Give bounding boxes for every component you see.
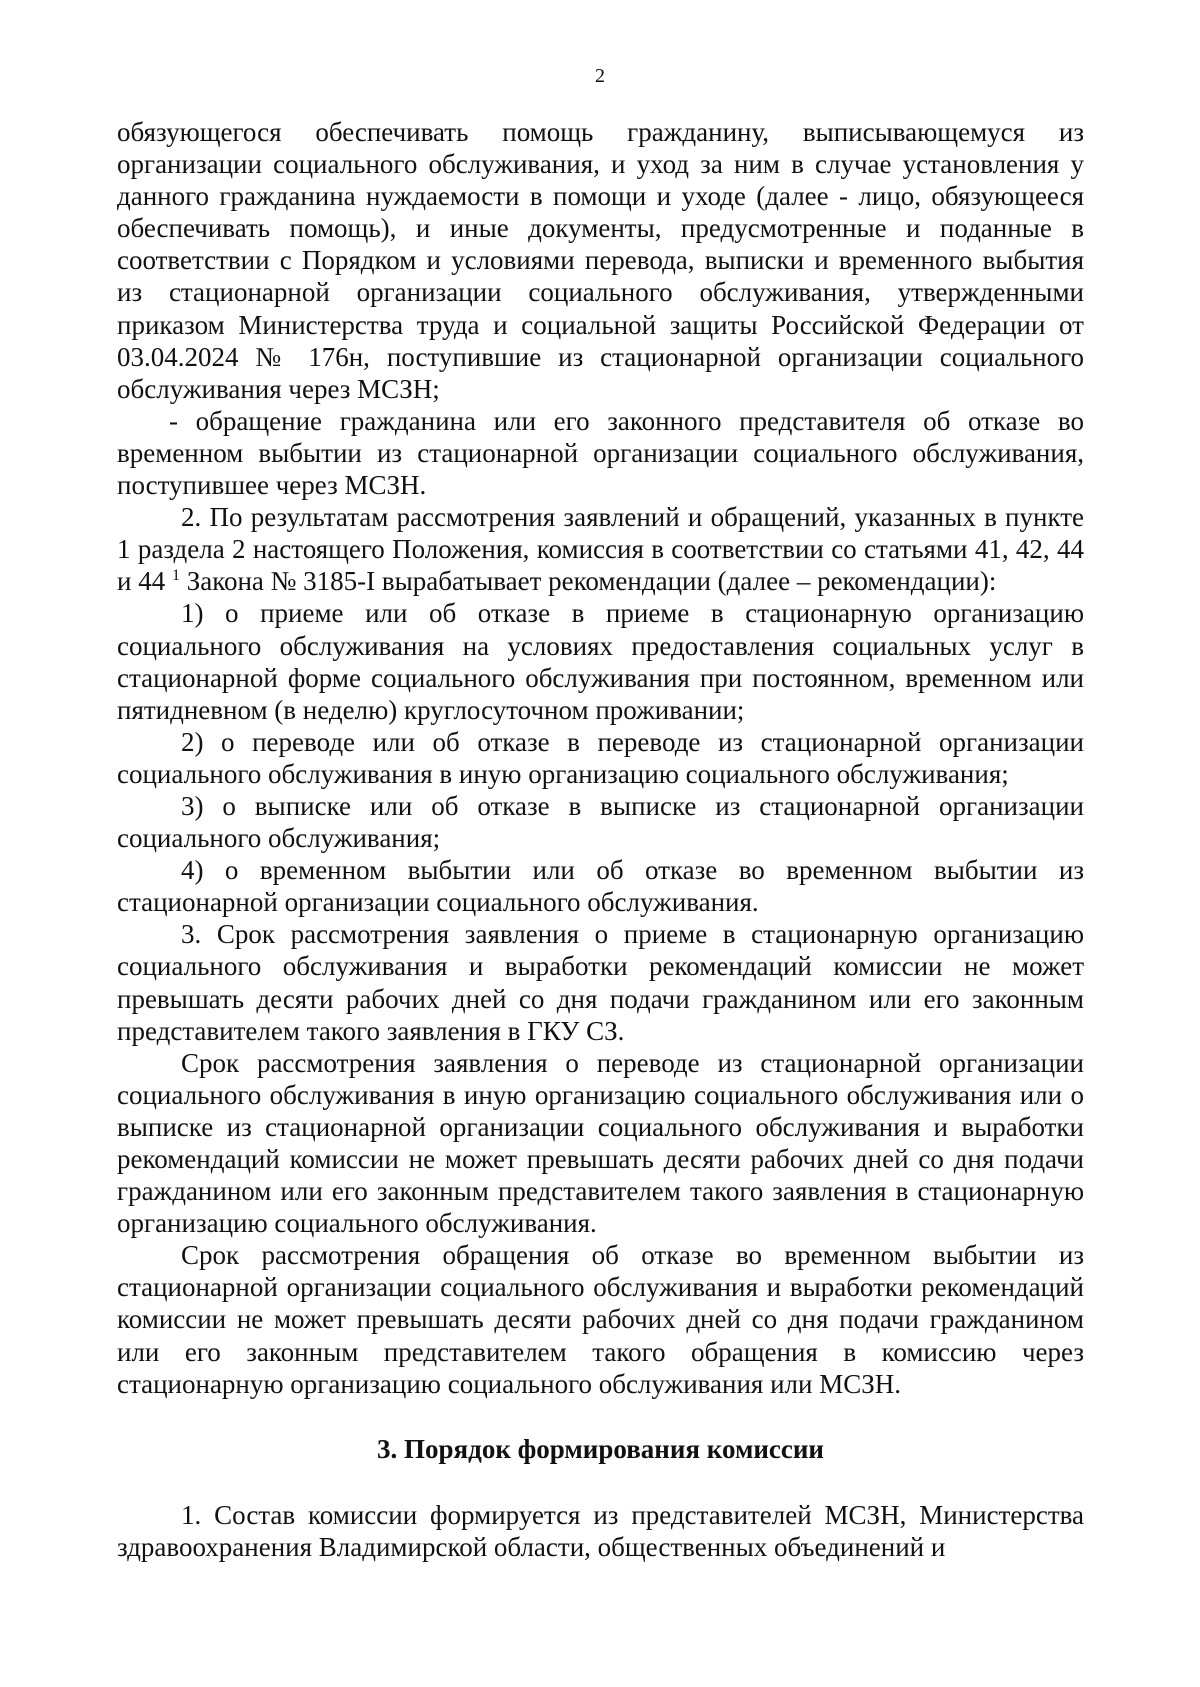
paragraph-item-3: 3. Срок рассмотрения заявления о приеме в стационарную организацию социального обслуживания и выработки рекомендаций комиссии не может превышать десяти рабочих дней со дня подачи гражданином или его законным представителем такого заявления в ГКУ СЗ. — [117, 919, 1084, 1046]
paragraph-item-2-text: 2. По результатам рассмотрения заявлений и обращений, указанных в пункте 1 раздела 2 настоящего Положения, комиссия в соответствии со статьями 41, 42, 44 и 44 — [117, 502, 1084, 597]
superscript: 1 — [171, 567, 180, 585]
paragraph-appeal: - обращение гражданина или его законного представителя об отказе во временном выбытии из стационарной организации социального обслуживания, поступившее через МСЗН. — [117, 405, 1084, 501]
list-item-2: 2) о переводе или об отказе в переводе из стационарной организации социального обслуживания в иную организацию социального обслуживания; — [117, 726, 1084, 789]
section-heading: 3. Порядок формирования комиссии — [377, 1433, 824, 1464]
list-item-1: 1) о приеме или об отказе в приеме в стационарную организацию социального обслуживания на условиях предоставления социальных услуг в стационарной форме социального обслуживания при постоянном, временном или пятидневном (в неделю) круглосуточном проживании; — [117, 598, 1084, 725]
paragraph-term-appeal: Срок рассмотрения обращения об отказе во временном выбытии из стационарной организации социального обслуживания и выработки рекомендаций комиссии не может превышать десяти рабочих дней со дня подачи гражданином или его законным представителем такого обращения в комиссию через стационарную организацию социального обслуживания или МСЗН. — [117, 1240, 1084, 1399]
page-number: 2 — [595, 65, 605, 87]
paragraph-term-transfer: Срок рассмотрения заявления о переводе из стационарной организации социального обслуживания в иную организацию социального обслуживания или о выписке из стационарной организации социального обслуживания и выработки рекомендаций комиссии не может превышать десяти рабочих дней со дня подачи гражданином или его законным представителем такого заявления в стационарную организацию социального обслуживания. — [117, 1047, 1084, 1239]
paragraph-item-2-tail: Закона № 3185-I вырабатывает рекомендации (далее – рекомендации): — [186, 566, 997, 597]
section-paragraph-1: 1. Состав комиссии формируется из представителей МСЗН, Министерства здравоохранения Владимирской области, общественных объединений и — [117, 1499, 1084, 1562]
document-body — [117, 116, 1084, 1563]
paragraph-continuation: обязующегося обеспечивать помощь гражданину, выписывающемуся из организации социального обслуживания, и уход за ним в случае установления у данного гражданина нуждаемости в помощи и уходе (далее - лицо, обязующееся обеспечивать помощь), и иные документы, предусмотренные и поданные в соответствии с Порядком и условиями перевода, выписки и временного выбытия из стационарной организации социального обслуживания, утвержденными приказом Министерства труда и социальной защиты Российской Федерации от 03.04.2024 № 176н, поступившие из стационарной организации социального обслуживания через МСЗН; — [117, 117, 1084, 404]
list-item-3: 3) о выписке или об отказе в выписке из стационарной организации социального обслуживания; — [117, 790, 1084, 854]
paragraph-item-2 — [117, 501, 1084, 597]
list-item-4: 4) о временном выбытии или об отказе во временном выбытии из стационарной организации социального обслуживания. — [117, 855, 1084, 918]
